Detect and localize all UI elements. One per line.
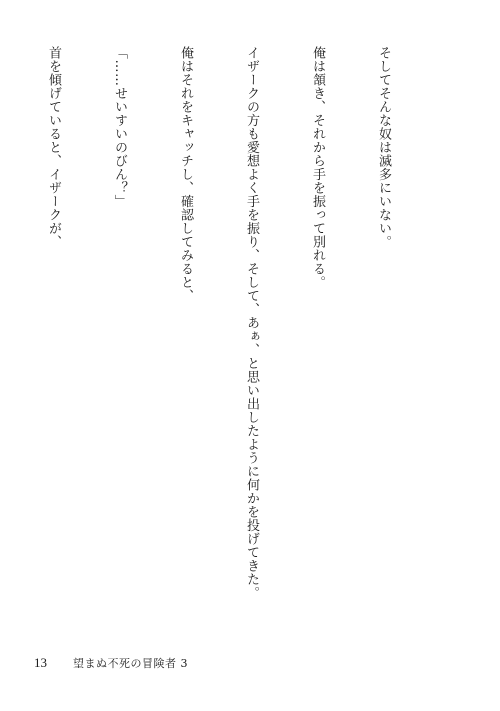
page-number: 13 bbox=[34, 655, 47, 670]
text-line: そしてそんな奴は滅多にいない。 bbox=[376, 46, 391, 249]
book-title: 望まぬ不死の冒険者 3 bbox=[73, 657, 188, 670]
text-line: 俺は頷き、それから手を振って別れる。 bbox=[310, 46, 325, 289]
text-line: イザークの方も愛想よく手を振り、そして、あぁ、と思い出したように何かを投げてきた。 bbox=[244, 46, 259, 600]
vertical-text-block bbox=[0, 46, 438, 646]
text-line: 「……せいすいのびん？」 bbox=[112, 46, 127, 208]
text-line: 俺はそれをキャッチし、確認してみると、 bbox=[178, 46, 193, 303]
text-line: 首を傾げていると、イザークが、 bbox=[46, 46, 61, 249]
page-footer bbox=[34, 655, 188, 671]
